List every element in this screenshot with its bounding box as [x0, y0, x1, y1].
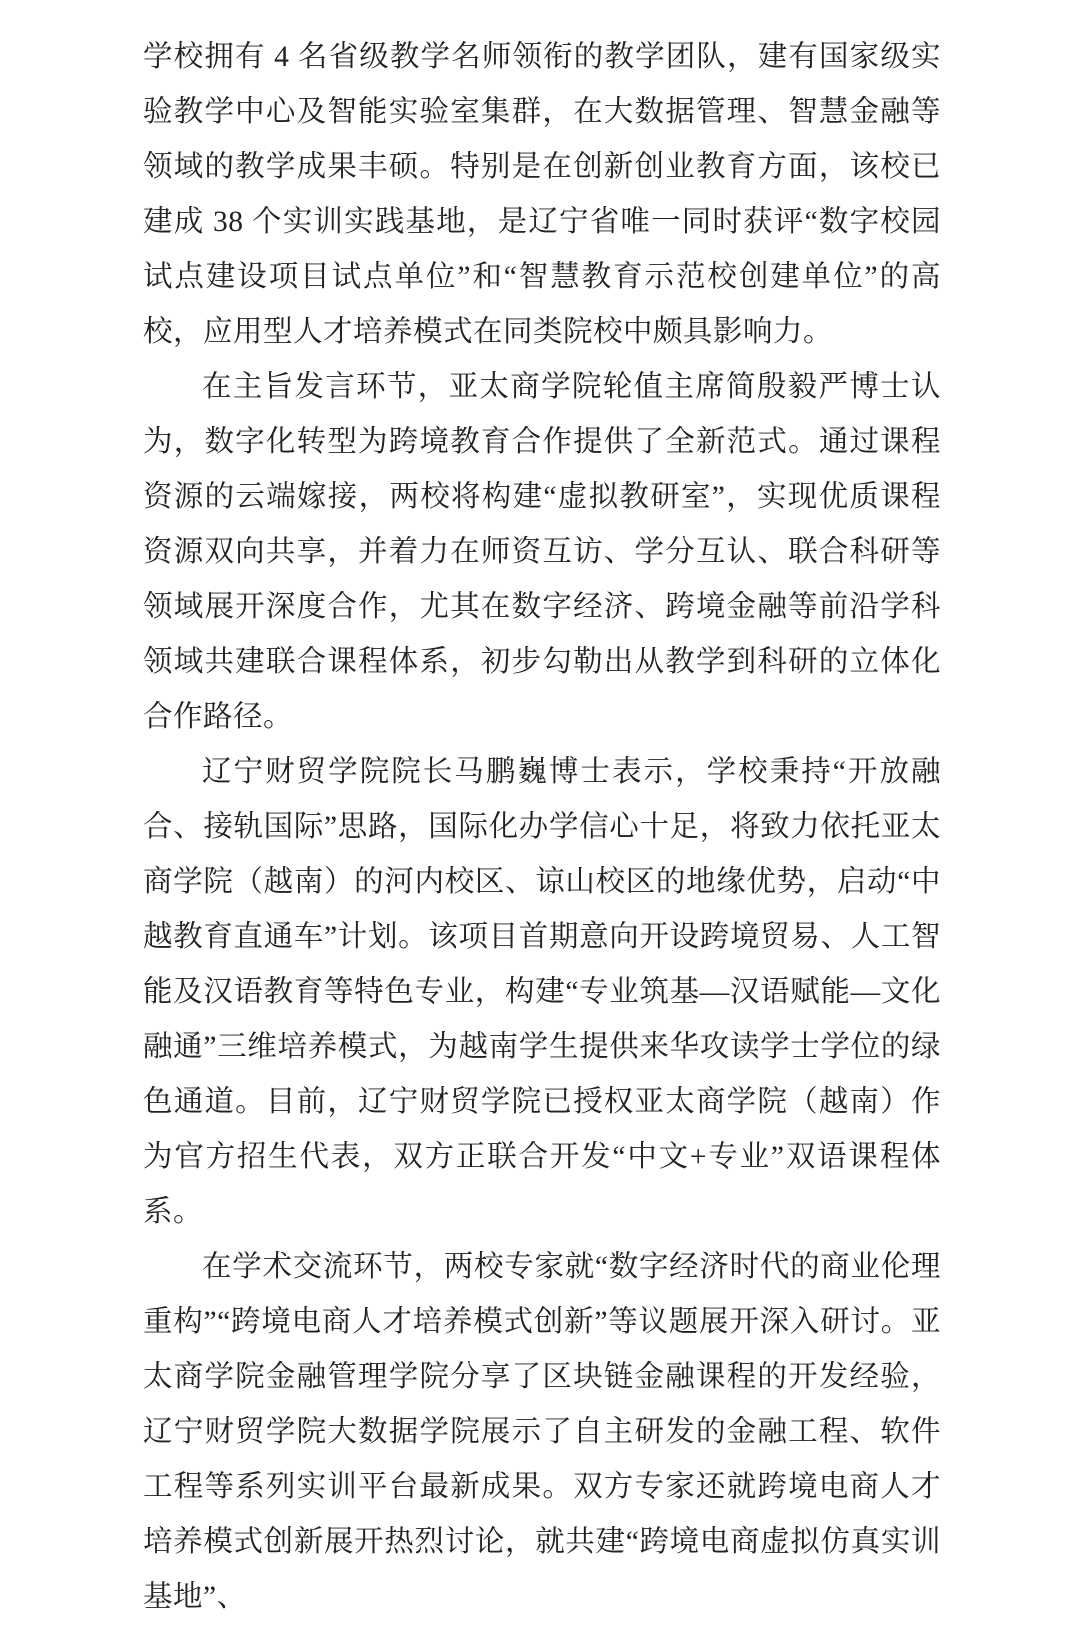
document-body [143, 30, 941, 1625]
paragraph: 在主旨发言环节，亚太商学院轮值主席简殷毅严博士认为，数字化转型为跨境教育合作提供了全新范式。通过课程资源的云端嫁接，两校将构建“虚拟教研室”，实现优质课程资源双向共享，并着力在师资互访、学分互认、联合科研等领域展开深度合作，尤其在数字经济、跨境金融等前沿学科领域共建联合课程体系，初步勾勒出从教学到科研的立体化合作路径。 [143, 371, 941, 733]
paragraph: 学校拥有 4 名省级教学名师领衔的教学团队，建有国家级实验教学中心及智能实验室集群，在大数据管理、智慧金融等领域的教学成果丰硕。特别是在创新创业教育方面，该校已建成 38 个实训实践基地，是辽宁省唯一同时获评“数字校园试点建设项目试点单位”和“智慧教育示范校创建单位”的高校，应用型人才培养模式在同类院校中颇具影响力。 [143, 41, 941, 348]
paragraph: 辽宁财贸学院院长马鹏巍博士表示，学校秉持“开放融合、接轨国际”思路，国际化办学信心十足，将致力依托亚太商学院（越南）的河内校区、谅山校区的地缘优势，启动“中越教育直通车”计划。该项目首期意向开设跨境贸易、人工智能及汉语教育等特色专业，构建“专业筑基—汉语赋能—文化融通”三维培养模式，为越南学生提供来华攻读学士学位的绿色通道。目前，辽宁财贸学院已授权亚太商学院（越南）作为官方招生代表，双方正联合开发“中文+专业”双语课程体系。 [143, 756, 941, 1228]
paragraph: 在学术交流环节，两校专家就“数字经济时代的商业伦理重构”“跨境电商人才培养模式创新”等议题展开深入研讨。亚太商学院金融管理学院分享了区块链金融课程的开发经验，辽宁财贸学院大数据学院展示了自主研发的金融工程、软件工程等系列实训平台最新成果。双方专家还就跨境电商人才培养模式创新展开热烈讨论，就共建“跨境电商虚拟仿真实训基地”、 [143, 1251, 941, 1613]
